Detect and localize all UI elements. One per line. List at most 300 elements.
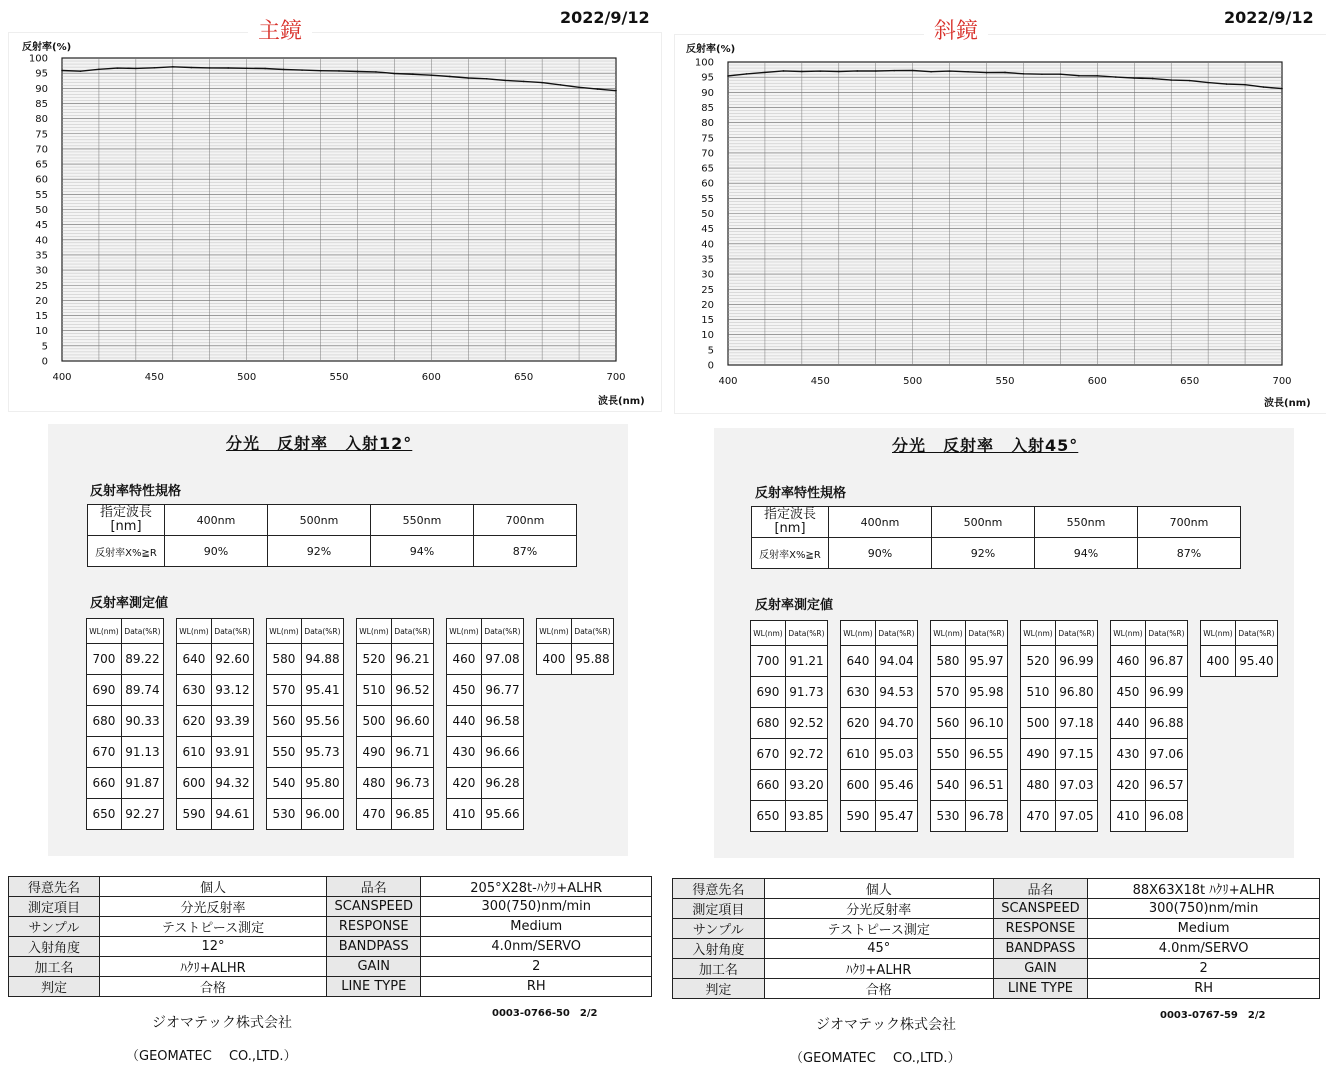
y-axis-label: 反射率(%)	[22, 42, 72, 53]
wavelength-cell: 540	[931, 770, 966, 801]
info-value: 分光反射率	[99, 897, 326, 917]
spec-subtitle: 反射率特性規格	[90, 484, 182, 499]
measurement-table	[1020, 620, 1098, 832]
reflectance-cell: 97.05	[1055, 801, 1097, 832]
reflectance-cell: 96.99	[1145, 677, 1187, 708]
data-header: Data(%R)	[121, 619, 163, 644]
measure-subtitle: 反射率測定値	[755, 598, 834, 613]
data-point	[1078, 75, 1080, 77]
data-point	[578, 87, 580, 89]
reflectance-cell: 89.74	[121, 675, 163, 706]
wl-header: WL(nm)	[357, 619, 392, 644]
info-key: SCANSPEED	[993, 899, 1088, 919]
reflectance-cell: 92.52	[785, 708, 827, 739]
data-point	[764, 72, 766, 74]
reflectance-cell: 89.22	[121, 644, 163, 675]
reflectance-cell: 96.88	[1145, 708, 1187, 739]
measurement-table	[1200, 620, 1278, 677]
info-value: ﾊｸﾘ+ALHR	[99, 957, 326, 977]
info-row	[673, 939, 1320, 959]
info-key: 得意先名	[673, 879, 765, 899]
measurement-row	[177, 768, 254, 799]
wavelength-cell: 490	[1021, 739, 1056, 770]
info-value: 300(750)nm/min	[421, 897, 652, 917]
spec-wl: 400nm	[165, 505, 268, 536]
reflectance-cell: 96.28	[481, 768, 523, 799]
data-header: Data(%R)	[301, 619, 343, 644]
reflectance-cell: 94.04	[875, 646, 917, 677]
measurement-row	[841, 770, 918, 801]
info-key: 品名	[327, 877, 421, 897]
wavelength-cell: 640	[841, 646, 876, 677]
measurement-row	[931, 708, 1008, 739]
wavelength-cell: 700	[751, 646, 786, 677]
data-header: Data(%R)	[481, 619, 523, 644]
x-tick-label: 500	[903, 376, 923, 387]
data-point	[135, 68, 137, 70]
reflectance-cell: 95.66	[481, 799, 523, 830]
wavelength-cell: 420	[447, 768, 482, 799]
data-point	[1170, 79, 1172, 81]
data-point	[227, 67, 229, 69]
spec-wl: 700nm	[1138, 507, 1241, 538]
spec-wl: 550nm	[1035, 507, 1138, 538]
spec-table	[87, 504, 577, 567]
measurement-row	[537, 644, 614, 675]
info-value: 個人	[99, 877, 326, 897]
wavelength-cell: 520	[357, 644, 392, 675]
reflectance-chart	[0, 40, 660, 390]
y-tick-label: 60	[35, 174, 48, 186]
info-key: 測定項目	[673, 899, 765, 919]
reflectance-cell: 92.60	[211, 644, 253, 675]
wavelength-cell: 620	[841, 708, 876, 739]
reflectance-cell: 96.80	[1055, 677, 1097, 708]
measurement-row	[357, 644, 434, 675]
spec-val: 90%	[165, 536, 268, 567]
measurement-row	[1111, 770, 1188, 801]
y-tick-label: 40	[35, 235, 48, 247]
wavelength-cell: 650	[87, 799, 122, 830]
y-tick-label: 20	[701, 299, 714, 311]
spec-wl: 700nm	[474, 505, 577, 536]
spec-row-label: 反射率X%≧R	[752, 538, 829, 569]
data-point	[449, 76, 451, 78]
info-row	[673, 899, 1320, 919]
reflectance-cell: 95.47	[875, 801, 917, 832]
wavelength-cell: 590	[841, 801, 876, 832]
data-point	[1023, 73, 1025, 75]
info-value: 個人	[764, 879, 993, 899]
measurement-row	[841, 708, 918, 739]
reflectance-cell: 96.99	[1055, 646, 1097, 677]
measurement-row	[1021, 801, 1098, 832]
wavelength-cell: 610	[841, 739, 876, 770]
data-point	[431, 74, 433, 76]
info-key: 加工名	[9, 957, 100, 977]
data-header: Data(%R)	[391, 619, 433, 644]
measurement-row	[177, 737, 254, 768]
wavelength-cell: 430	[447, 737, 482, 768]
data-point	[893, 70, 895, 72]
data-point	[912, 70, 914, 72]
y-tick-label: 15	[35, 311, 48, 323]
chart-date: 2022/9/12	[560, 8, 650, 27]
info-value: ﾊｸﾘ+ALHR	[764, 959, 993, 979]
data-point	[117, 67, 119, 69]
measurement-table	[930, 620, 1008, 832]
reflectance-cell: 97.03	[1055, 770, 1097, 801]
spec-wl: 550nm	[371, 505, 474, 536]
data-point	[1226, 83, 1228, 85]
data-point	[1263, 86, 1265, 88]
info-key: RESPONSE	[327, 917, 421, 937]
y-tick-label: 95	[35, 68, 48, 80]
measurement-row	[841, 801, 918, 832]
data-header: Data(%R)	[875, 621, 917, 646]
data-point	[1004, 72, 1006, 74]
wavelength-cell: 480	[357, 768, 392, 799]
document-number: 0003-0767-59 2/2	[1160, 1010, 1266, 1021]
company-name: ジオマテック株式会社	[816, 1017, 956, 1033]
data-header: Data(%R)	[785, 621, 827, 646]
info-value: RH	[1088, 979, 1320, 999]
reflectance-cell: 96.21	[391, 644, 433, 675]
measurement-table	[266, 618, 344, 830]
measurement-row	[87, 675, 164, 706]
x-tick-label: 450	[810, 376, 830, 387]
wavelength-cell: 460	[1111, 646, 1146, 677]
y-tick-label: 80	[701, 118, 714, 130]
reflectance-cell: 96.73	[391, 768, 433, 799]
wavelength-cell: 590	[177, 799, 212, 830]
reflectance-cell: 93.85	[785, 801, 827, 832]
spec-val: 92%	[932, 538, 1035, 569]
y-axis-label: 反射率(%)	[686, 44, 736, 55]
wl-header: WL(nm)	[931, 621, 966, 646]
data-point	[1244, 84, 1246, 86]
measurement-row	[357, 799, 434, 830]
wavelength-cell: 500	[1021, 708, 1056, 739]
measurement-row	[751, 801, 828, 832]
data-point	[820, 70, 822, 72]
measurement-row	[87, 706, 164, 737]
wavelength-cell: 470	[1021, 801, 1056, 832]
info-key: 入射角度	[673, 939, 765, 959]
measurement-row	[87, 799, 164, 830]
y-tick-label: 65	[701, 163, 714, 175]
data-point	[986, 72, 988, 74]
measurement-row	[751, 739, 828, 770]
spec-wl: 500nm	[268, 505, 371, 536]
y-tick-label: 100	[694, 57, 714, 69]
wl-header: WL(nm)	[177, 619, 212, 644]
spec-table	[751, 506, 1241, 569]
y-tick-label: 30	[35, 265, 48, 277]
wavelength-cell: 440	[1111, 708, 1146, 739]
data-point	[1041, 73, 1043, 75]
measurement-row	[1021, 646, 1098, 677]
y-tick-label: 10	[35, 326, 48, 338]
info-key: 加工名	[673, 959, 765, 979]
spec-row-label: 反射率X%≧R	[88, 536, 165, 567]
data-point	[320, 70, 322, 72]
wavelength-cell: 620	[177, 706, 212, 737]
data-point	[172, 66, 174, 68]
info-table	[672, 878, 1320, 999]
info-value: Medium	[1088, 919, 1320, 939]
company-name-en: （GEOMATEC CO.,LTD.）	[126, 1049, 297, 1064]
y-tick-label: 5	[41, 341, 48, 353]
wavelength-cell: 410	[1111, 801, 1146, 832]
info-key: GAIN	[327, 957, 421, 977]
y-tick-label: 40	[701, 239, 714, 251]
info-key: RESPONSE	[993, 919, 1088, 939]
y-tick-label: 55	[35, 189, 48, 201]
measure-subtitle: 反射率測定値	[90, 596, 169, 611]
measurement-row	[177, 644, 254, 675]
wl-header: WL(nm)	[1111, 621, 1146, 646]
data-point	[283, 69, 285, 71]
info-value: 45°	[764, 939, 993, 959]
spec-head-text: 指定波長 [nm]	[763, 507, 816, 536]
reflectance-cell: 96.85	[391, 799, 433, 830]
measurement-row	[177, 675, 254, 706]
wl-header: WL(nm)	[1021, 621, 1056, 646]
reflectance-cell: 95.73	[301, 737, 343, 768]
data-point	[486, 78, 488, 80]
wavelength-cell: 600	[177, 768, 212, 799]
reflectance-cell: 96.10	[965, 708, 1007, 739]
y-tick-label: 0	[41, 356, 48, 368]
info-key: サンプル	[673, 919, 765, 939]
data-point	[523, 81, 525, 83]
reflectance-cell: 95.41	[301, 675, 343, 706]
reflectance-cell: 95.03	[875, 739, 917, 770]
data-header: Data(%R)	[211, 619, 253, 644]
wavelength-cell: 500	[357, 706, 392, 737]
info-key: 入射角度	[9, 937, 100, 957]
y-tick-label: 45	[701, 224, 714, 236]
data-point	[209, 67, 211, 69]
info-value: 分光反射率	[764, 899, 993, 919]
y-tick-label: 80	[35, 114, 48, 126]
wavelength-cell: 670	[87, 737, 122, 768]
data-point	[246, 68, 248, 70]
info-key: SCANSPEED	[327, 897, 421, 917]
measurement-row	[267, 737, 344, 768]
data-point	[80, 70, 82, 72]
wavelength-cell: 510	[1021, 677, 1056, 708]
reflectance-cell: 95.98	[965, 677, 1007, 708]
measurement-row	[931, 739, 1008, 770]
info-value: 4.0nm/SERVO	[1088, 939, 1320, 959]
info-value: テストピース測定	[99, 917, 326, 937]
measurement-row	[357, 706, 434, 737]
data-point	[727, 75, 729, 77]
measurement-row	[267, 706, 344, 737]
reflectance-cell: 97.15	[1055, 739, 1097, 770]
y-tick-label: 95	[701, 72, 714, 84]
x-tick-label: 550	[329, 372, 349, 383]
wl-header: WL(nm)	[267, 619, 302, 644]
data-point	[930, 71, 932, 73]
spec-val: 87%	[1138, 538, 1241, 569]
wavelength-cell: 450	[1111, 677, 1146, 708]
measurement-row	[931, 770, 1008, 801]
wavelength-cell: 560	[267, 706, 302, 737]
x-tick-label: 550	[995, 376, 1015, 387]
reflectance-cell: 94.32	[211, 768, 253, 799]
measurement-row	[1201, 646, 1278, 677]
y-tick-label: 50	[701, 209, 714, 220]
info-value: RH	[421, 977, 652, 997]
reflectance-cell: 96.60	[391, 706, 433, 737]
data-point	[1207, 82, 1209, 84]
reflectance-cell: 91.73	[785, 677, 827, 708]
info-key: 測定項目	[9, 897, 100, 917]
info-key: 判定	[9, 977, 100, 997]
y-tick-label: 10	[701, 330, 714, 342]
measurement-row	[447, 706, 524, 737]
reflectance-cell: 93.12	[211, 675, 253, 706]
measurement-table	[750, 620, 828, 832]
reflectance-cell: 95.88	[571, 644, 613, 675]
spec-val: 94%	[1035, 538, 1138, 569]
reflectance-cell: 92.27	[121, 799, 163, 830]
measurement-row	[751, 646, 828, 677]
info-key: 判定	[673, 979, 765, 999]
info-key: LINE TYPE	[993, 979, 1088, 999]
wavelength-cell: 530	[931, 801, 966, 832]
data-point	[615, 90, 617, 92]
data-point	[1097, 75, 1099, 77]
data-point	[394, 73, 396, 75]
reflectance-cell: 94.70	[875, 708, 917, 739]
measurement-row	[267, 799, 344, 830]
measurement-row	[841, 739, 918, 770]
y-tick-label: 35	[701, 254, 714, 266]
reflectance-cell: 91.21	[785, 646, 827, 677]
data-point	[467, 77, 469, 79]
spec-val: 92%	[268, 536, 371, 567]
data-header: Data(%R)	[1145, 621, 1187, 646]
data-header: Data(%R)	[1235, 621, 1277, 646]
data-point	[338, 70, 340, 72]
wavelength-cell: 610	[177, 737, 212, 768]
measurement-row	[1021, 739, 1098, 770]
measurement-table	[446, 618, 524, 830]
spec-wl: 400nm	[829, 507, 932, 538]
info-key: BANDPASS	[327, 937, 421, 957]
measurement-row	[447, 675, 524, 706]
wavelength-cell: 400	[1201, 646, 1236, 677]
wavelength-cell: 540	[267, 768, 302, 799]
wavelength-cell: 510	[357, 675, 392, 706]
x-tick-label: 500	[237, 372, 257, 383]
reflectance-cell: 96.78	[965, 801, 1007, 832]
wavelength-cell: 600	[841, 770, 876, 801]
wavelength-cell: 650	[751, 801, 786, 832]
measurement-table	[176, 618, 254, 830]
y-tick-label: 85	[35, 98, 48, 110]
measurement-table	[536, 618, 614, 675]
data-point	[1189, 80, 1191, 82]
reflectance-cell: 95.80	[301, 768, 343, 799]
wavelength-cell: 630	[841, 677, 876, 708]
measurement-row	[1111, 677, 1188, 708]
data-point	[412, 74, 414, 76]
info-key: 品名	[993, 879, 1088, 899]
info-row	[673, 919, 1320, 939]
data-header: Data(%R)	[1055, 621, 1097, 646]
y-tick-label: 75	[35, 129, 48, 141]
measurement-row	[87, 644, 164, 675]
info-value: 2	[1088, 959, 1320, 979]
right-panel	[666, 0, 1326, 1075]
data-point	[1281, 88, 1283, 90]
info-value: 12°	[99, 937, 326, 957]
info-value: 合格	[99, 977, 326, 997]
measurement-row	[87, 737, 164, 768]
data-point	[154, 67, 156, 69]
wavelength-cell: 680	[751, 708, 786, 739]
wavelength-cell: 630	[177, 675, 212, 706]
reflectance-cell: 90.33	[121, 706, 163, 737]
measurement-row	[357, 737, 434, 768]
reflectance-cell: 96.00	[301, 799, 343, 830]
data-point	[504, 80, 506, 82]
info-value: 205°X28t-ﾊｸﾘ+ALHR	[421, 877, 652, 897]
measurement-row	[1021, 770, 1098, 801]
measurement-row	[1111, 739, 1188, 770]
data-point	[1115, 76, 1117, 78]
info-row	[673, 979, 1320, 999]
y-tick-label: 65	[35, 159, 48, 171]
wl-header: WL(nm)	[537, 619, 572, 644]
x-tick-label: 700	[606, 372, 626, 383]
wavelength-cell: 580	[267, 644, 302, 675]
reflectance-cell: 93.91	[211, 737, 253, 768]
wavelength-cell: 490	[357, 737, 392, 768]
measurement-row	[841, 646, 918, 677]
wavelength-cell: 580	[931, 646, 966, 677]
reflectance-cell: 96.52	[391, 675, 433, 706]
measurement-row	[1111, 646, 1188, 677]
x-tick-label: 450	[144, 372, 164, 383]
y-tick-label: 85	[701, 102, 714, 114]
reflectance-cell: 96.57	[1145, 770, 1187, 801]
data-point	[1133, 77, 1135, 79]
reflectance-cell: 94.88	[301, 644, 343, 675]
spec-val: 90%	[829, 538, 932, 569]
wavelength-cell: 680	[87, 706, 122, 737]
info-row	[9, 917, 652, 937]
reflectance-cell: 95.40	[1235, 646, 1277, 677]
data-point	[61, 70, 63, 72]
measurement-row	[177, 799, 254, 830]
spec-head-label	[752, 507, 829, 538]
info-table	[8, 876, 652, 997]
data-point	[838, 71, 840, 73]
wavelength-cell: 700	[87, 644, 122, 675]
y-tick-label: 70	[701, 148, 714, 160]
info-value: 合格	[764, 979, 993, 999]
reflectance-cell: 94.61	[211, 799, 253, 830]
data-header: Data(%R)	[571, 619, 613, 644]
wavelength-cell: 520	[1021, 646, 1056, 677]
y-tick-label: 50	[35, 205, 48, 216]
